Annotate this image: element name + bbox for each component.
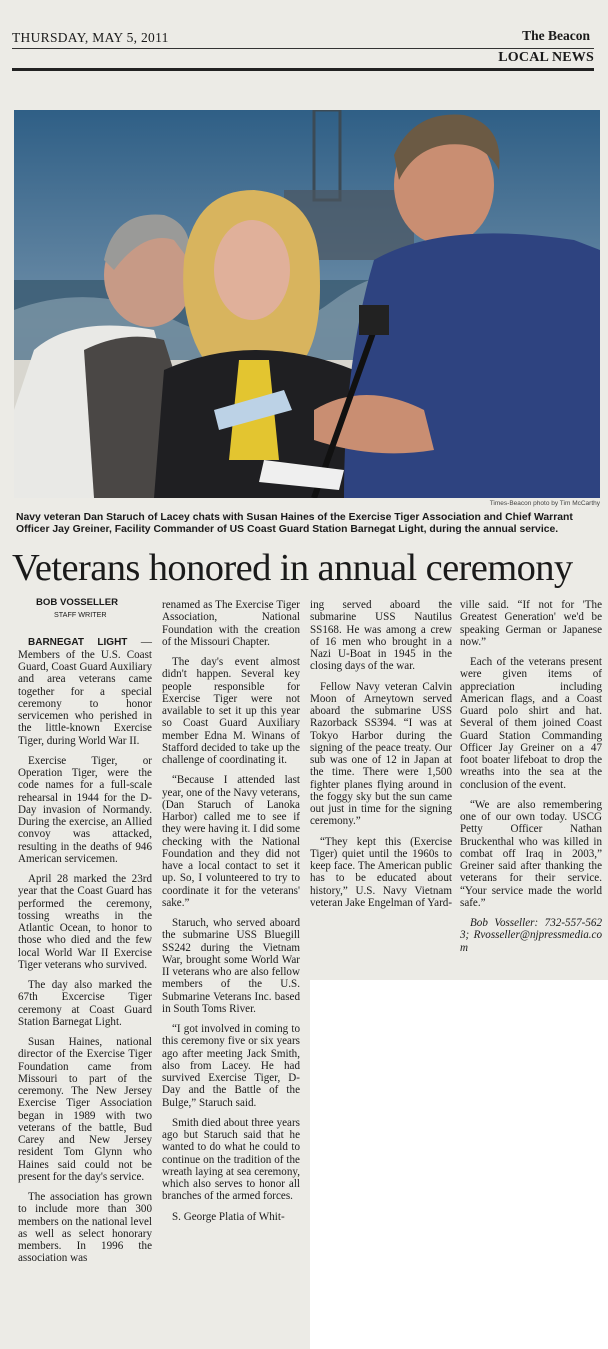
paragraph: Smith died about three years ago but Staruch said that he wanted to do what he could to continue on the tradition of the wreath laying at sea ceremony, which also serves to honor all branches of the armed forces. [162, 1116, 300, 1203]
paragraph: The day also marked the 67th Excercise Tiger ceremony at Coast Guard Station Barnegat Light. [18, 979, 152, 1028]
article-column-2 [162, 599, 300, 1231]
newspaper-name: The Beacon [522, 28, 590, 43]
headline: Veterans honored in annual ceremony [12, 547, 573, 589]
paragraph: Exercise Tiger, or Operation Tiger, were the code names for a full-scale rehearsal in 1944 for the D-Day invasion of Normandy. During the exercise, an Allied convoy was attacked, resulting in the deaths of 946 American servicemen. [18, 754, 152, 865]
lead-text: — Members of the U.S. Coast Guard, Coast Guard Auxiliary and area veterans came together for a special ceremony to honor servicemen who perished in the little-known Exercise Tiger, during World War II. [18, 635, 152, 747]
paragraph: “They kept this (Exercise Tiger) quiet until the 1960s to keep face. The American public has to be educated about history,” U.S. Navy Vietnam veteran Jake Engelman of Yard- [310, 835, 453, 909]
paragraph: “Because I attended last year, one of the Navy veterans, (Dan Staruch of Lanoka Harbor) called me to see if they were having it. I did some checking with the National Foundation and they did not have a local contact to set it up. So, I volunteered to try to coordinate it for the veterans' sake.” [162, 774, 300, 909]
photo-illustration [14, 110, 600, 498]
section-label: LOCAL NEWS [498, 50, 594, 65]
paragraph: renamed as The Exercise Tiger Association, National Foundation with the creation of the Missouri Chapter. [162, 599, 300, 648]
paragraph: “We are also remembering one of our own today. USCG Petty Officer Nathan Bruckenthal who was killed in combat off Iraq in 2003,” Greiner said after thanking the veterans for their service. “Your service made the world safe.” [460, 798, 602, 909]
story-dateline: BARNEGAT LIGHT [28, 636, 128, 648]
article-column-1 [18, 597, 152, 1273]
article-column-3 [310, 599, 452, 917]
paragraph: The day's event almost didn't happen. Several key people responsible for Exercise Tiger were not available to set it up this year so Coast Guard Auxiliary member Edna M. Winans of Stafford decided to take up the challenge of coordinating it. [162, 656, 300, 766]
byline: BOB VOSSELLER [36, 597, 119, 608]
page-header [12, 26, 594, 76]
article-photo [14, 110, 600, 498]
paragraph: Susan Haines, national director of the Exercise Tiger Foundation came from Missouri to part of the ceremony. The New Jersey Exercise Tiger Association began in 1989 with two veterans of the battle, Bud Carey and New Jersey resident Tom Glynn who Haines said could not be present for the day's service. [18, 1036, 152, 1183]
paragraph: Each of the veterans present were given items of appreciation including American flags, and a Coast Guard polo shirt and hat. Several of them joined Coast Guard Station Commanding Officer Jay Greiner on a 47 foot boater lifeboat to drop the wreaths into the sea at the conclusion of the event. [460, 656, 602, 791]
paragraph: ing served aboard the submarine USS Nautilus SS168. He was among a crew of 16 men who brought in a Nazi U-Boat in 1945 in the closing days of the war. [310, 599, 452, 673]
header-rule [12, 48, 594, 49]
paragraph: April 28 marked the 23rd year that the Coast Guard has performed the ceremony, tossing wreaths in the Atlantic Ocean, to honor to those who died and the few local World War II Exercise Tiger veterans who survived. [18, 873, 152, 971]
staff-title: STAFF WRITER [54, 610, 107, 620]
paragraph: “I got involved in coming to this ceremony five or six years ago after meeting Jack Smith, also from Lacey. He had survived Exercise Tiger, D-Day and the Battle of the Bulge,” Staruch said. [162, 1023, 300, 1109]
article-column-4 [460, 599, 602, 962]
photo-caption: Navy veteran Dan Staruch of Lacey chats with Susan Haines of the Exercise Tiger Association and Chief Warrant Officer Jay Greiner, Facility Commander of US Coast Guard Station Barnegat Light, during the annual service. [16, 512, 573, 535]
issue-date: THURSDAY, MAY 5, 2011 [12, 30, 169, 45]
header-thick-rule [12, 68, 594, 71]
paragraph: Fellow Navy veteran Calvin Moon of Arneytown served aboard the submarine USS Razorback SS394. “I was at Tokyo Harbor during the signing of the peace treaty. Our sub was one of 12 in Japan at the time. There were 1,500 fighter planes flying around in the foggy sky but the sun came out just in time for the signing ceremony.” [310, 680, 452, 828]
paragraph [18, 636, 152, 747]
photo-credit: Times-Beacon photo by Tim McCarthy [489, 500, 600, 507]
author-contact: Bob Vosseller: 732-557-5623; Rvosseller@njpressmedia.com [460, 917, 602, 954]
paragraph: S. George Platia of Whit- [172, 1210, 285, 1223]
paragraph: The association has grown to include more than 300 members on the national level as well as select honorary members. In 1996 the association was [18, 1191, 152, 1265]
paragraph: ville said. “If not for 'The Greatest Generation' we'd be speaking German or Japanese now.” [460, 599, 602, 648]
paragraph: Staruch, who served aboard the submarine USS Bluegill SS242 during the Vietnam War, brought some World War II veterans who are also fellow members of the U.S. Submarine Veterans Inc. based in South Toms River. [162, 917, 300, 1015]
